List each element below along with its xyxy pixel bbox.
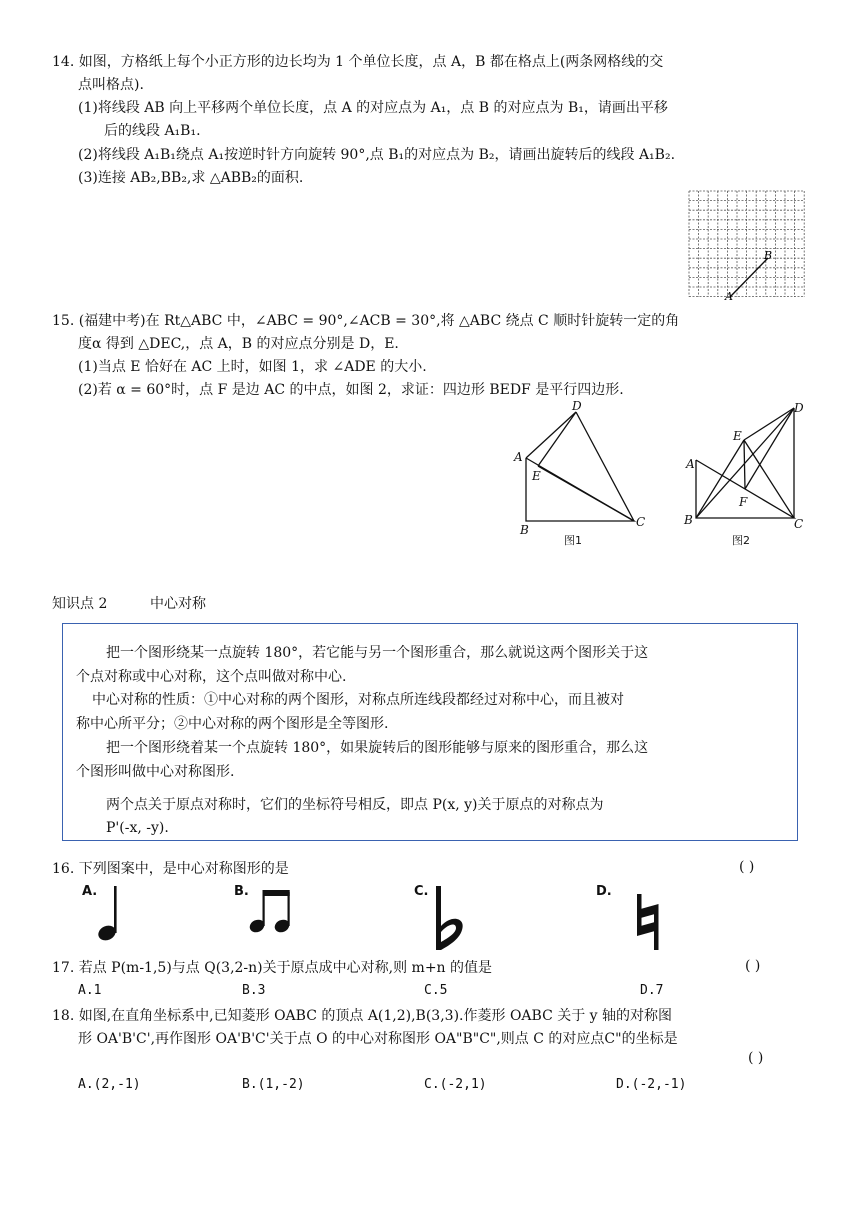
q17-option-d: D.7 [640,983,664,998]
box-line7: 两个点关于原点对称时，它们的坐标符号相反，即点 P(x, y)关于原点的对称点为 [106,797,604,813]
fig1-caption: 图1 [564,534,582,547]
kp2-label: 知识点 2 [52,596,108,612]
box-line1: 把一个图形绕某一点旋转 180°，若它能与另一个图形重合，那么就说这两个图形关于这 [106,645,649,661]
q16-answer-paren: ( ) [739,859,755,875]
q14-part1a: (1)将线段 AB 向上平移两个单位长度，点 A 的对应点为 A₁，点 B 的对应点为 B₁，请画出平移 [78,100,668,116]
q18-line2: 形 OA'B'C',再作图形 OA'B'C'关于点 O 的中心对称图形 OA"B"C",则点 C 的对应点C"的坐标是 [78,1031,678,1047]
q14-line1: 14. 如图，方格纸上每个小正方形的边长均为 1 个单位长度，点 A，B 都在格点上(两条网格线的交 [52,54,664,70]
q16-option-b-label: B. [234,884,249,899]
q16-option-d-label: D. [596,884,612,899]
q15-part2: (2)若 α = 60°时，点 F 是边 AC 的中点，如图 2，求证：四边形 BEDF 是平行四边形. [78,382,624,398]
beamed-eighth-notes-icon [248,886,296,936]
q17-option-a: A.1 [78,983,102,998]
natural-sign-icon [634,894,664,950]
q18-answer-paren: ( ) [748,1050,764,1066]
box-line2: 个点对称或中心对称，这个点叫做对称中心. [76,669,347,685]
q15-part1: (1)当点 E 恰好在 AC 上时，如图 1，求 ∠ADE 的大小. [78,359,427,375]
fig2-label-a: A [686,457,695,471]
quarter-note-icon [96,884,126,944]
q15-line1: 15. (福建中考)在 Rt△ABC 中，∠ABC = 90°,∠ACB = 30°,将 △ABC 绕点 C 顺时针旋转一定的角 [52,313,680,329]
q17-option-c: C.5 [424,983,448,998]
label-a: A [725,290,733,303]
label-b: B [764,249,773,262]
q14-part3: (3)连接 AB₂,BB₂,求 △ABB₂的面积. [78,170,304,186]
box-line6: 个图形叫做中心对称图形. [76,764,235,780]
q14-line2: 点叫格点). [78,77,144,93]
q16-stem: 16. 下列图案中，是中心对称图形的是 [52,861,289,877]
q16-option-c-label: C. [414,884,429,899]
fig1-label-b: B [520,523,529,537]
fig2-label-e: E [733,429,742,443]
box-line8: P'(-x, -y). [106,820,169,836]
q14-part1b: 后的线段 A₁B₁. [104,123,201,139]
q14-part2: (2)将线段 A₁B₁绕点 A₁按逆时针方向旋转 90°,点 B₁的对应点为 B₂，请画出旋转后的线段 A₁B₂. [78,147,676,163]
box-line3: 中心对称的性质：①中心对称的两个图形，对称点所连线段都经过对称中心，而且被对 [92,692,624,708]
q18-option-d: D.(-2,-1) [616,1077,687,1092]
fig2-caption: 图2 [732,534,750,547]
q18-line1: 18. 如图,在直角坐标系中,已知菱形 OABC 的顶点 A(1,2),B(3,3).作菱形 OABC 关于 y 轴的对称图 [52,1008,673,1024]
q15-figure1 [508,398,656,548]
fig1-label-a: A [514,450,523,464]
flat-sign-icon [434,884,470,954]
q17-answer-paren: ( ) [745,958,761,974]
q18-option-b: B.(1,-2) [242,1077,305,1092]
box-line5: 把一个图形绕着某一个点旋转 180°，如果旋转后的图形能够与原来的图形重合，那么这 [106,740,649,756]
fig1-label-c: C [636,515,646,529]
q18-option-a: A.(2,-1) [78,1077,141,1092]
q17-stem: 17. 若点 P(m-1,5)与点 Q(3,2-n)关于原点成中心对称,则 m+n 的值是 [52,960,493,976]
q15-figure2 [682,400,812,548]
fig2-label-d: D [794,401,804,415]
fig2-label-b: B [684,513,693,527]
q17-option-b: B.3 [242,983,266,998]
box-line4: 称中心所平分；②中心对称的两个图形是全等图形. [76,716,389,732]
q16-option-a-label: A. [82,884,98,899]
fig2-label-c: C [794,517,804,531]
fig1-label-d: D [572,399,582,413]
q18-option-c: C.(-2,1) [424,1077,487,1092]
q14-grid-figure [688,190,808,303]
kp2-title: 中心对称 [150,596,206,612]
q15-line2: 度α 得到 △DEC,，点 A，B 的对应点分别是 D，E. [78,336,399,352]
fig1-label-e: E [532,469,541,483]
fig2-label-f: F [739,495,748,509]
